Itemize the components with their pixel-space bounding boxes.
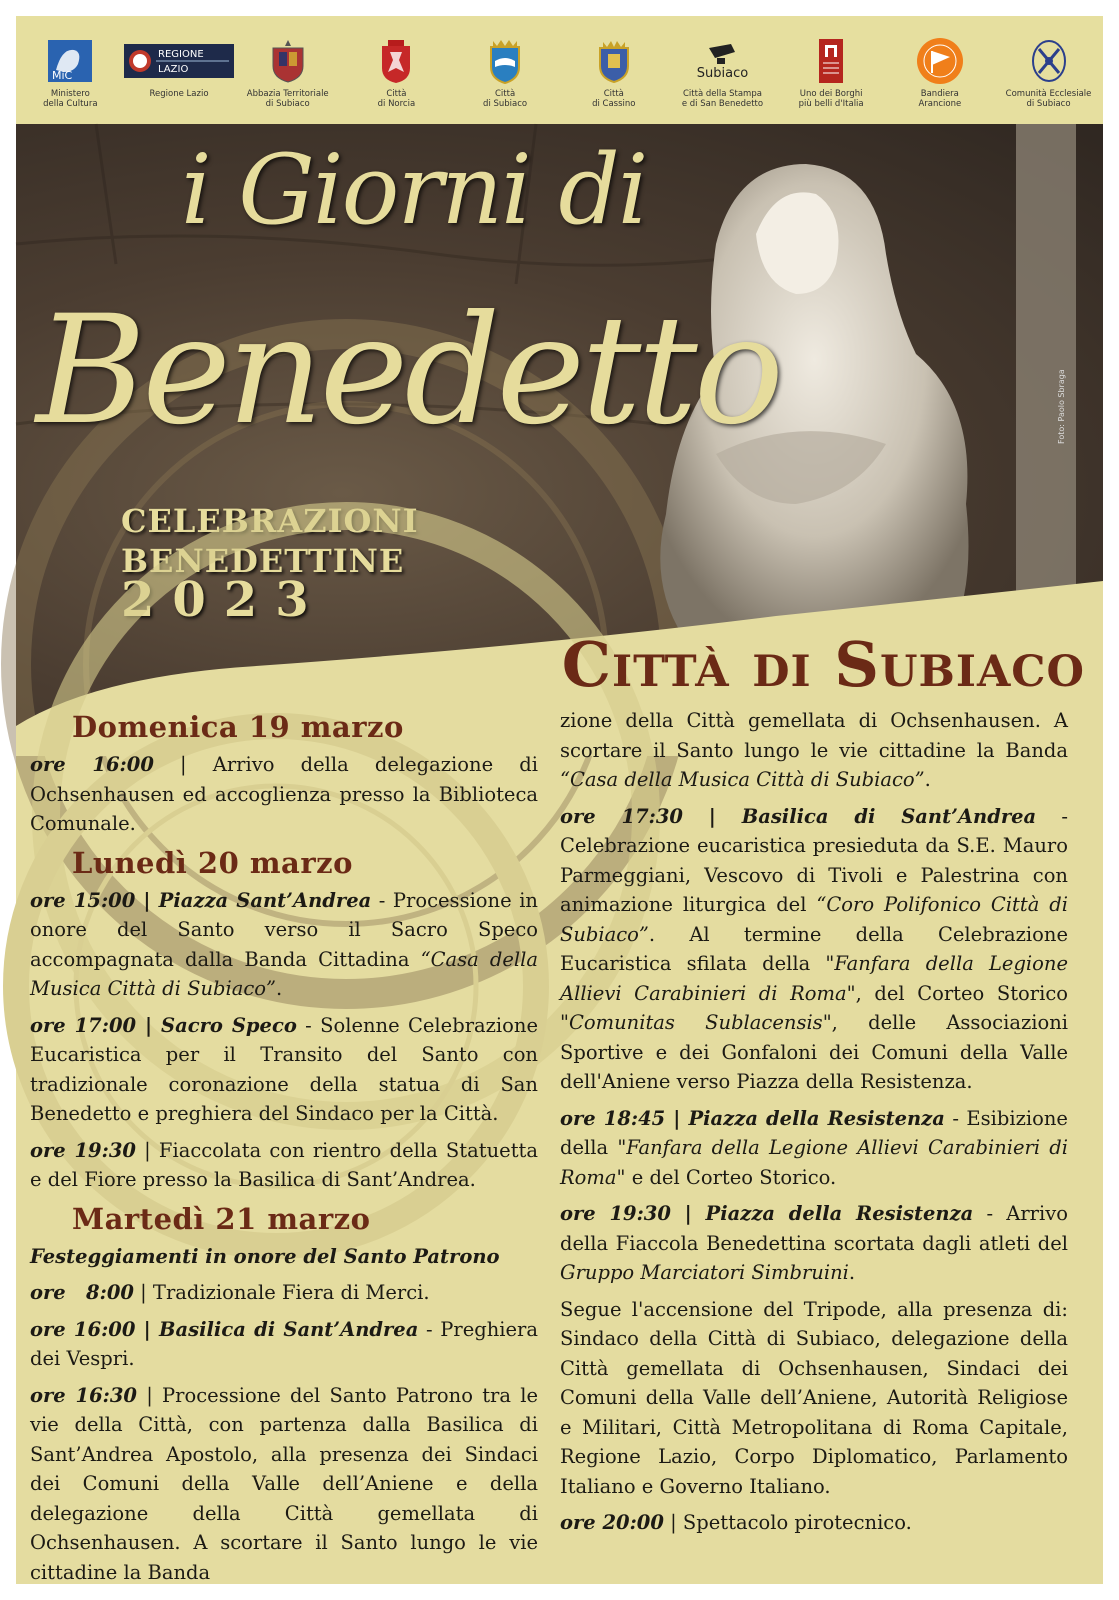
- event-time: ore 20:00: [560, 1511, 664, 1534]
- cassino-crest-icon: [594, 38, 634, 84]
- event-entry-procession: [30, 1381, 538, 1584]
- event-entry: [30, 886, 538, 1004]
- logo-norcia: [346, 38, 446, 109]
- program-left-column: [30, 706, 539, 1584]
- event-text: - Esibizione della: [560, 1106, 1068, 1159]
- event-quote: Gruppo Marciatori Simbruini: [560, 1261, 849, 1284]
- svg-text:REGIONE: REGIONE: [158, 49, 204, 60]
- logo-abbazia: [238, 38, 338, 109]
- event-time: ore 8:00: [30, 1281, 134, 1304]
- event-entry: [30, 1278, 538, 1308]
- event-place: | Piazza della Resistenza: [670, 1202, 974, 1225]
- event-time: ore 16:00: [30, 1317, 136, 1341]
- day-heading: Lunedì 20 marzo: [72, 845, 353, 880]
- bandiera-arancione-icon: [916, 38, 964, 84]
- event-quote: “Casa della Musica Città di Subiaco”: [30, 947, 538, 1000]
- event-text: - Processione in onore del Santo verso il Sacro Speco accompagnata dalla Banda Cittadina: [30, 888, 538, 971]
- event-quote: “Casa della Musica Città di Subiaco”: [560, 768, 925, 791]
- event-text: . Al termine della Celebrazione Eucaristica sfilata della: [560, 922, 1068, 975]
- event-place: | Basilica di Sant’Andrea: [135, 1317, 419, 1341]
- event-text-end: .: [848, 1261, 856, 1284]
- borghi-logo-icon: [817, 38, 845, 84]
- title-line-1: i Giorni di: [181, 134, 647, 246]
- program-right-column: [560, 706, 1068, 1545]
- event-entry: [30, 750, 538, 839]
- event-time: ore 17:30: [560, 804, 683, 828]
- event-place: | Piazza della Resistenza: [665, 1106, 945, 1130]
- mic-logo-icon: [48, 38, 92, 84]
- event-quote: “Coro Polifonico Città di Subiaco”: [560, 893, 1068, 946]
- subiaco-stampa-logo-icon: [697, 38, 748, 84]
- logo-caption: Uno dei Borghi più belli d'Italia: [798, 89, 864, 109]
- event-entry: [560, 1508, 1068, 1538]
- subiaco-logo-text: Subiaco: [696, 65, 749, 81]
- logo-subiaco: [455, 38, 555, 109]
- day-subtitle: Festeggiamenti in onore del Santo Patrono: [30, 1244, 500, 1268]
- event-time: ore 15:00: [30, 888, 136, 912]
- event-time: ore 19:30: [560, 1202, 671, 1225]
- norcia-crest-icon: [379, 38, 413, 84]
- event-text: | Tradizionale Fiera di Merci.: [133, 1281, 430, 1304]
- event-text: | Processione del Santo Patrono tra le vie della Città, con partenza dalla Basilica di Sant’Andrea Apostolo, alla presenza dei Sindaci dei Comuni della Valle dell’Aniene e della delegazione della Città gemellata di Ochsenhausen. A scortare il Santo lungo le vie cittadine la Banda: [30, 1383, 538, 1584]
- event-text: | Spettacolo pirotecnico.: [663, 1511, 912, 1534]
- event-text-end: .: [275, 977, 283, 1000]
- event-entry: [560, 1199, 1068, 1288]
- logo-borghi: [781, 38, 881, 109]
- event-place: | Sacro Speco: [136, 1013, 297, 1037]
- event-text: , del Corteo Storico: [855, 981, 1069, 1005]
- event-text: | Fiaccolata con rientro della Statuetta e del Fiore presso la Basilica di Sant’Andrea.: [30, 1138, 538, 1191]
- svg-text:MiC: MiC: [52, 69, 73, 82]
- event-quote: "Fanfara della Legione Allievi Carabinieri di Roma": [560, 1136, 1068, 1189]
- event-entry: [30, 1315, 538, 1374]
- logo-mic: [20, 38, 120, 109]
- logo-caption: Città di Cassino: [592, 89, 636, 109]
- celebrazioni-label: CELEBRAZIONI: [121, 502, 419, 540]
- logo-bandiera-arancione: [890, 38, 990, 109]
- event-time: ore 16:00: [30, 753, 154, 776]
- event-text: | Arrivo della delegazione di Ochsenhausen ed accoglienza presso la Biblioteca Comunale.: [30, 753, 538, 835]
- subiaco-crest-icon: [485, 38, 525, 84]
- logo-caption: Città della Stampa e di San Benedetto: [681, 89, 764, 109]
- event-text: - Solenne Celebrazione Eucaristica per il Transito del Santo con tradizionale coronazione della statua di San Benedetto e preghiera del Sindaco per la Città.: [30, 1013, 538, 1125]
- comunita-ecclesiale-icon: [1028, 38, 1070, 84]
- tripode-paragraph: Segue l'accensione del Tripode, alla presenza di: Sindaco della Città di Subiaco, delegazione della Città gemellata di Ochsenhausen, Sindaci dei Comuni della Valle dell’Aniene, Autorità Religiose e Militari, Città Metropolitana di Roma Capitale, Regione Lazio, Corpo Diplomatico, Parlamento Italiano e Governo Italiano.: [560, 1297, 1068, 1498]
- event-text: - Celebrazione eucaristica presieduta da S.E. Mauro Parmeggiani, Vescovo di Tivoli e Palestrina con animazione liturgica del: [560, 804, 1068, 916]
- event-continuation-text: zione della Città gemellata di Ochsenhausen. A scortare il Santo lungo le vie cittadine la Banda: [560, 709, 1068, 762]
- sponsor-logos: [16, 16, 1103, 124]
- logo-caption: Comunità Ecclesiale di Subiaco: [1005, 89, 1092, 109]
- event-quote: "Comunitas Sublacensis": [560, 1011, 832, 1034]
- poster: [16, 16, 1103, 1584]
- event-time: ore 17:00: [30, 1013, 137, 1037]
- logo-caption: Città di Subiaco: [483, 89, 528, 109]
- logo-caption: Regione Lazio: [149, 89, 209, 99]
- regione-lazio-logo-icon: [124, 38, 234, 84]
- year-label: 2023: [121, 572, 327, 628]
- logo-subiaco-stampa: [672, 38, 772, 109]
- svg-text:LAZIO: LAZIO: [158, 64, 189, 75]
- title-line-2: Benedetto: [36, 284, 781, 458]
- day-heading: Domenica 19 marzo: [72, 710, 404, 744]
- event-text-end: .: [924, 768, 931, 791]
- event-text: , delle Associazioni Sportive e dei Gonfaloni dei Comuni della Valle dell'Aniene verso Piazza della Resistenza.: [560, 1011, 1068, 1093]
- logo-caption: Abbazia Territoriale di Subiaco: [246, 89, 329, 109]
- photo-credit: Foto: Paolo Sbraga: [1057, 369, 1066, 444]
- event-text: - Arrivo della Fiaccola Benedettina scortata dagli atleti del: [560, 1202, 1068, 1255]
- event-entry-procession-continued: [560, 706, 1068, 795]
- event-text-end: e del Corteo Storico.: [625, 1165, 837, 1189]
- event-time: ore 18:45: [560, 1106, 666, 1130]
- event-entry: [560, 1104, 1068, 1193]
- event-entry: [560, 802, 1068, 1097]
- event-text: - Preghiera dei Vespri.: [30, 1317, 539, 1370]
- event-entry: [30, 1011, 538, 1129]
- logo-caption: Ministero della Cultura: [43, 89, 98, 109]
- logo-regione-lazio: [129, 38, 229, 99]
- event-time: ore 16:30: [30, 1383, 137, 1407]
- logo-caption: Città di Norcia: [377, 89, 416, 109]
- event-place: | Piazza Sant’Andrea: [135, 888, 372, 912]
- logo-cassino: [564, 38, 664, 109]
- event-place: | Basilica di Sant’Andrea: [682, 804, 1037, 828]
- event-entry: [30, 1136, 538, 1195]
- benedettine-label: BENEDETTINE: [121, 542, 405, 580]
- day-heading: Martedì 21 marzo: [72, 1201, 371, 1236]
- event-quote: "Fanfara della Legione Allievi Carabinieri di Roma": [560, 952, 1068, 1005]
- logo-comunita-ecclesiale: [999, 38, 1099, 109]
- event-time: ore 19:30: [30, 1138, 136, 1162]
- logo-caption: Bandiera Arancione: [918, 89, 962, 109]
- city-heading: Città di Subiaco: [561, 628, 1085, 701]
- abbazia-crest-icon: [265, 38, 311, 84]
